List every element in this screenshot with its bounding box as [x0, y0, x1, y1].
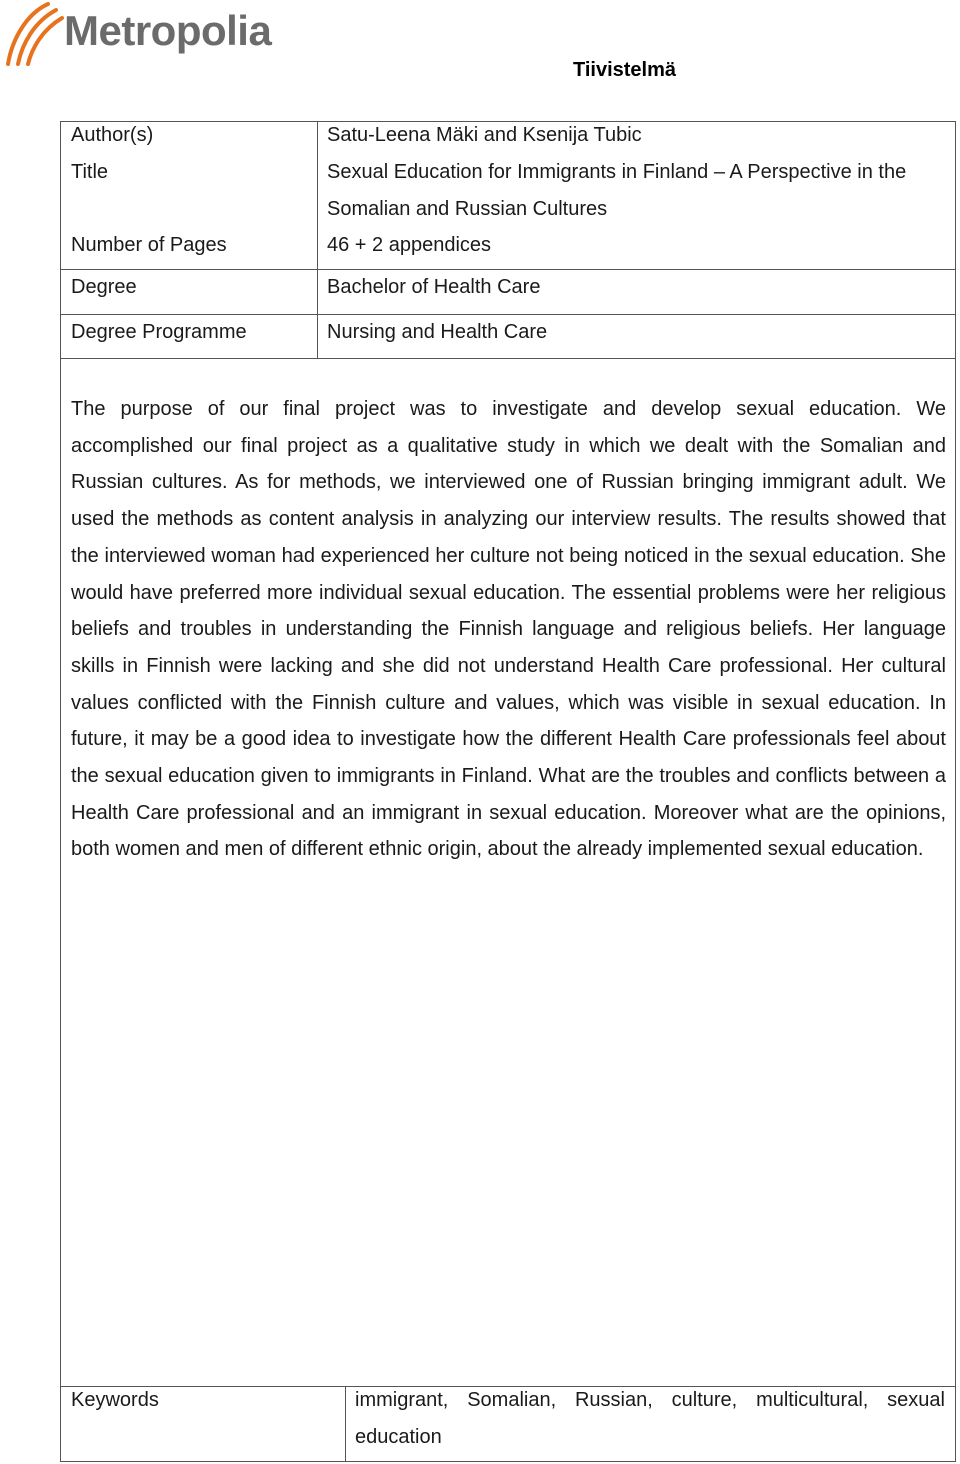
- info-table: [60, 121, 956, 359]
- page-title: Tiivistelmä: [573, 59, 677, 81]
- title-value-line2: Somalian and Russian Cultures: [327, 198, 608, 220]
- keywords-table: [60, 1386, 956, 1462]
- logo-wordmark: Metropolia: [64, 7, 272, 54]
- keywords-label: Keywords: [71, 1389, 159, 1411]
- programme-label: Degree Programme: [71, 321, 247, 343]
- table-divider-vertical: [345, 1387, 346, 1461]
- keywords-value: immigrant, Somalian, Russian, culture, multicultural, sexual education: [355, 1389, 945, 1448]
- abstract-box: [60, 359, 956, 1387]
- title-value-line1: Sexual Education for Immigrants in Finland – A Perspective in the: [327, 161, 907, 183]
- pages-label: Number of Pages: [71, 234, 227, 256]
- abstract-text: The purpose of our final project was to investigate and develop sexual education. We accomplished our final project as a qualitative study in which we dealt with the Somalian and Russian cultures. As for methods, we interviewed one of Russian bringing immigrant adult. We used the methods as content analysis in analyzing our interview results. The results showed that the interviewed woman had experienced her culture not being noticed in the sexual education. She would have preferred more individual sexual education. The essential problems were her religious beliefs and troubles in understanding the Finnish language and religious beliefs. Her language skills in Finnish were lacking and she did not understand Health Care professional. Her cultural values conflicted with the Finnish culture and values, which was visible in sexual education. In future, it may be a good idea to investigate how the different Health Care professionals feel about the sexual education given to immigrants in Finland. What are the troubles and conflicts between a Health Care professional and an immigrant in sexual education. Moreover what are the opinions, both women and men of different ethnic origin, about the already implemented sexual education.: [71, 398, 946, 861]
- metropolia-swoosh-icon: [4, 0, 64, 70]
- pages-value: 46 + 2 appendices: [327, 234, 492, 256]
- title-label: Title: [71, 161, 109, 183]
- author-label: Author(s): [71, 124, 154, 146]
- degree-label: Degree: [71, 276, 137, 298]
- table-divider-vertical: [317, 122, 318, 358]
- programme-value: Nursing and Health Care: [327, 321, 548, 343]
- author-value: Satu-Leena Mäki and Ksenija Tubic: [327, 124, 642, 146]
- degree-value: Bachelor of Health Care: [327, 276, 541, 298]
- metropolia-logo: [4, 0, 294, 70]
